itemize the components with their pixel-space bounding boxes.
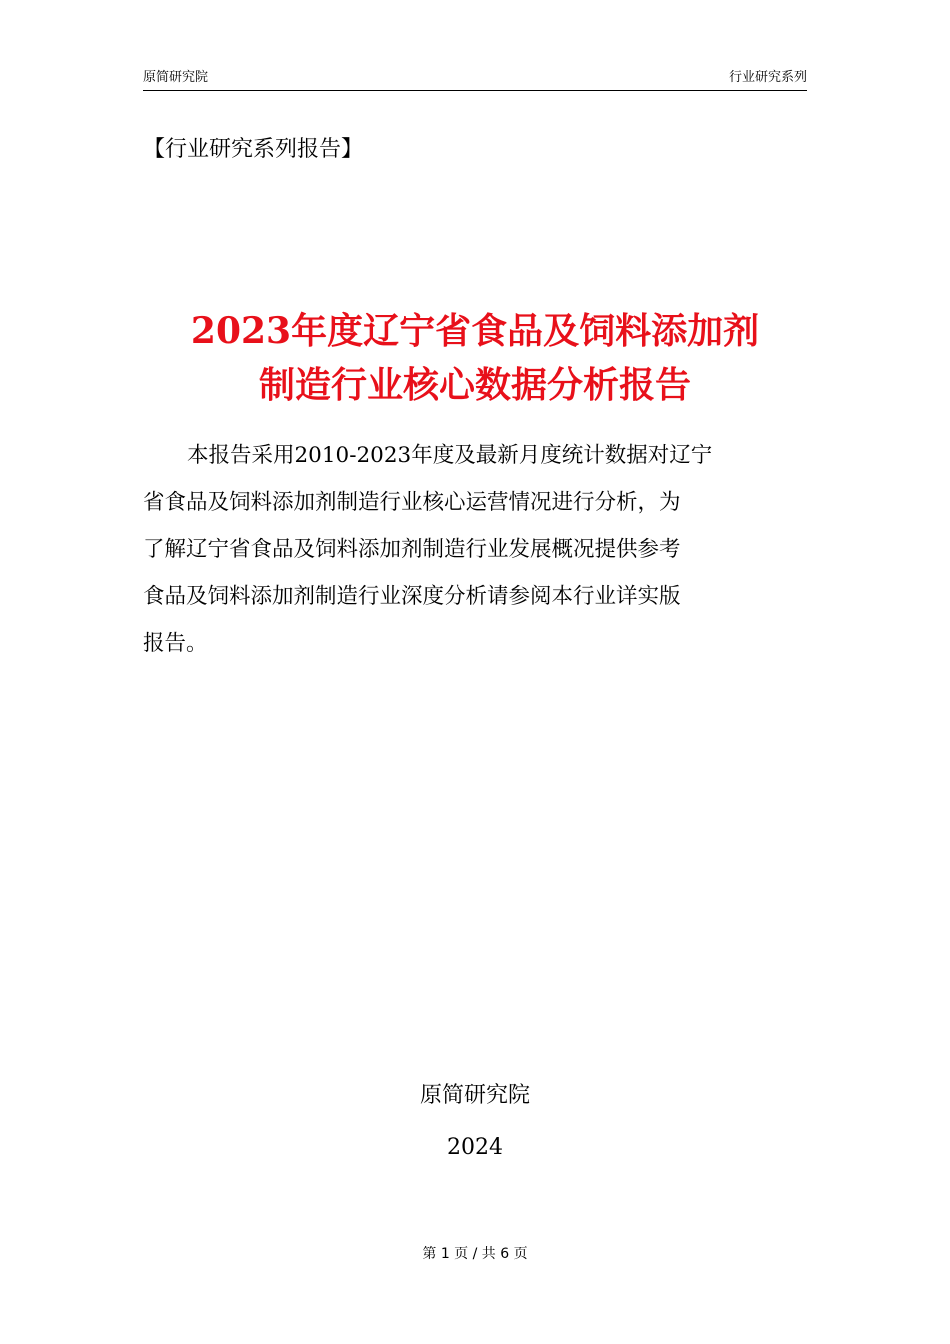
- intro-line: 本报告采用2010-2023年度及最新月度统计数据对辽宁: [187, 443, 713, 468]
- publisher-name: 原简研究院: [419, 1083, 530, 1108]
- header-series: 行业研究系列: [728, 70, 807, 85]
- publication-year: 2024: [447, 1135, 503, 1160]
- intro-line: 省食品及饲料添加剂制造行业核心运营情况进行分析，为: [143, 490, 681, 515]
- series-tag: 【行业研究系列报告】: [143, 137, 364, 162]
- report-title-line-1: 2023年度辽宁省食品及饲料添加剂: [190, 310, 760, 352]
- page-header: [143, 66, 807, 91]
- intro-paragraph: [143, 432, 807, 667]
- header-publisher: 原简研究院: [143, 70, 209, 85]
- intro-line: 报告。: [143, 631, 208, 656]
- report-title: [110, 304, 840, 412]
- report-title-line-2: 制造行业核心数据分析报告: [258, 364, 691, 406]
- page-number: 第 1 页 / 共 6 页: [422, 1246, 528, 1262]
- intro-line: 了解辽宁省食品及饲料添加剂制造行业发展概况提供参考: [143, 537, 681, 562]
- intro-line: 食品及饲料添加剂制造行业深度分析请参阅本行业详实版: [143, 584, 681, 609]
